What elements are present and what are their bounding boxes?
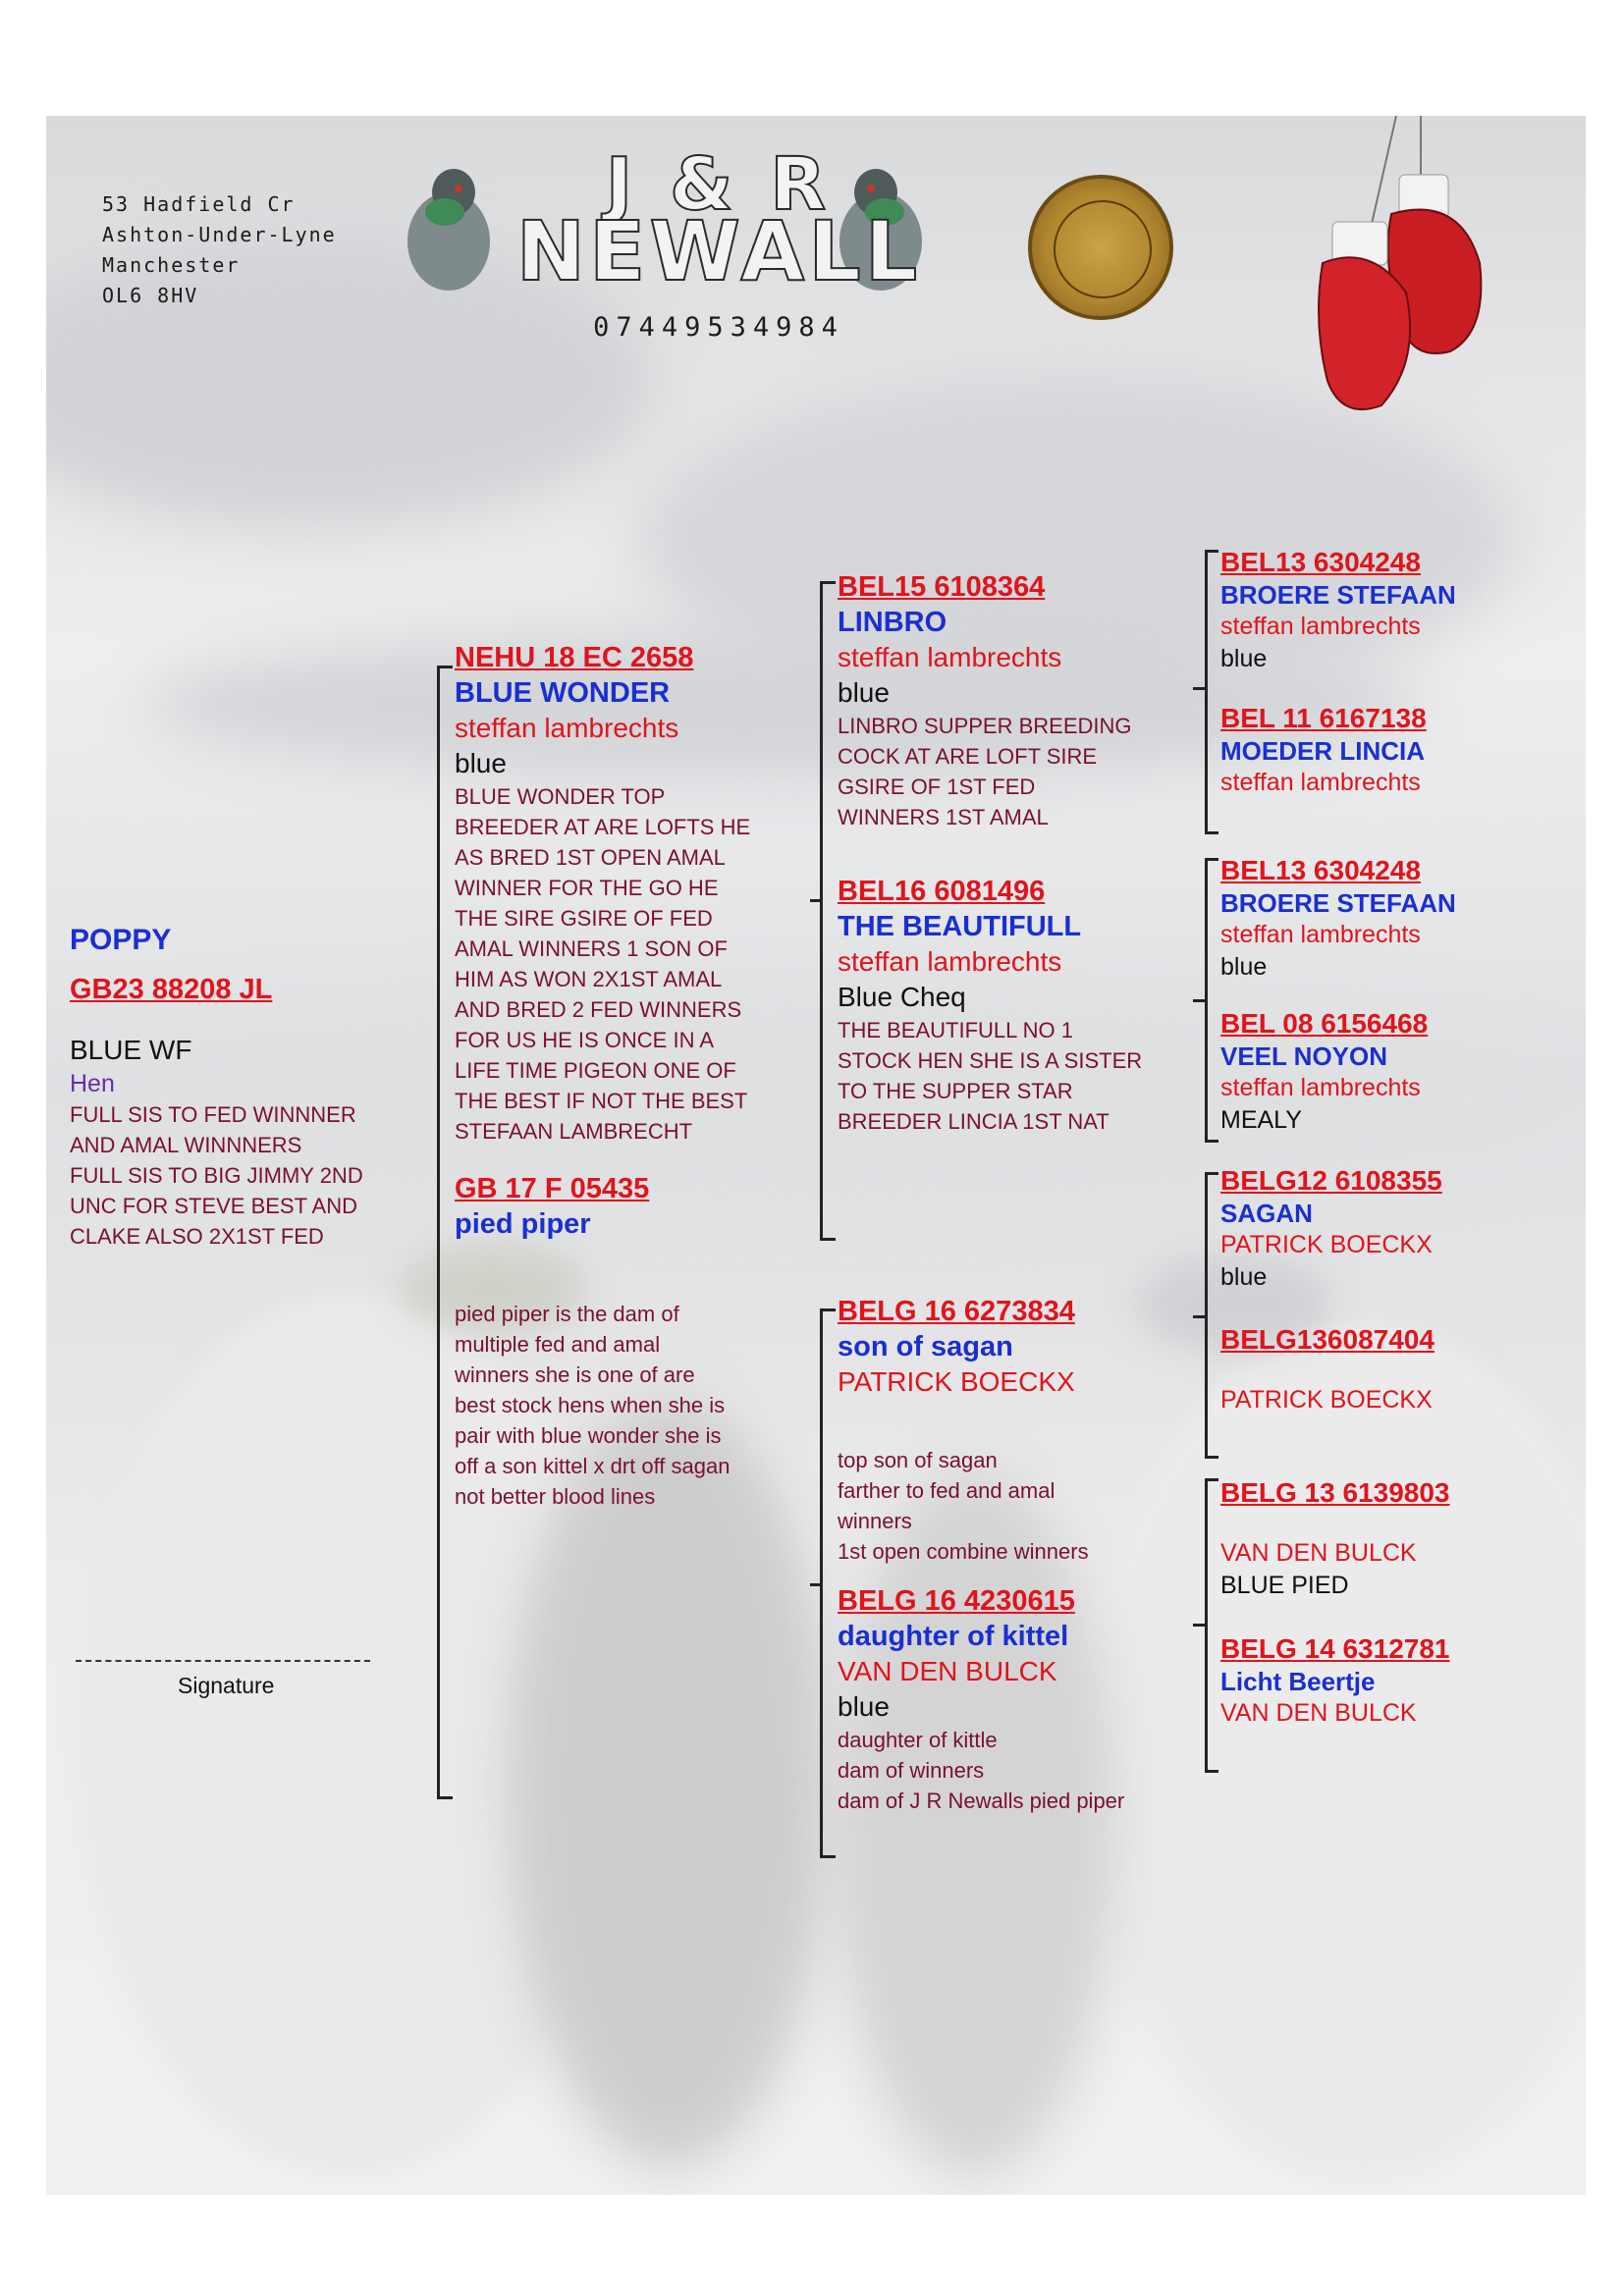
note-line: STEFAAN LAMBRECHT [455, 1119, 693, 1144]
gg-breeder: steffan lambrechts [1220, 613, 1421, 640]
gg-sdd-block [1220, 1007, 1428, 1137]
bracket-line [1205, 1770, 1218, 1773]
bracket-line [437, 1796, 453, 1799]
pedigree-sheet [46, 116, 1586, 2195]
sd-breeder: steffan lambrechts [838, 946, 1062, 977]
sire-name: BLUE WONDER [455, 677, 671, 709]
bracket-line [1205, 858, 1208, 1143]
gg-dss-block [1220, 1164, 1442, 1294]
gg-ring: BEL13 6304248 [1220, 855, 1421, 885]
gg-colour: BLUE PIED [1220, 1572, 1349, 1599]
sire-sire-block [838, 569, 1132, 832]
subject-ring: GB23 88208 JL [70, 974, 273, 1005]
bracket-line [1205, 550, 1208, 834]
bracket-line [1205, 1478, 1218, 1481]
bracket-line [820, 1238, 836, 1241]
note-line: pied piper is the dam of [455, 1302, 679, 1326]
address-line: Ashton-Under-Lyne [102, 223, 337, 246]
ds-breeder: PATRICK BOECKX [838, 1366, 1075, 1397]
bracket-line [820, 1855, 836, 1858]
gg-name: MOEDER LINCIA [1220, 736, 1425, 766]
note-line: 1st open combine winners [838, 1539, 1089, 1564]
bracket-line [1205, 1172, 1218, 1175]
gg-ring: BELG 14 6312781 [1220, 1633, 1450, 1664]
dd-name: daughter of kittel [838, 1621, 1069, 1652]
subject-notes [70, 1099, 363, 1252]
gg-name: VEEL NOYON [1220, 1041, 1388, 1071]
note-line: LIFE TIME PIGEON ONE OF [455, 1058, 736, 1083]
sd-notes [838, 1015, 1142, 1137]
gg-breeder: steffan lambrechts [1220, 1074, 1421, 1101]
bracket-line [437, 666, 440, 1799]
ss-name: LINBRO [838, 607, 947, 638]
gg-ring: BELG136087404 [1220, 1324, 1435, 1355]
bracket-line [810, 899, 822, 902]
note-line: AMAL WINNERS 1 SON OF [455, 936, 728, 961]
note-line: BLUE WONDER TOP [455, 784, 666, 809]
sd-ring: BEL16 6081496 [838, 876, 1046, 907]
sire-notes [455, 781, 750, 1147]
note-line: AS BRED 1ST OPEN AMAL [455, 845, 726, 870]
address-line: 53 Hadfield Cr [102, 192, 296, 216]
note-line: WINNERS 1ST AMAL [838, 805, 1049, 829]
sire-block [455, 640, 750, 1147]
gg-ring: BELG12 6108355 [1220, 1165, 1442, 1196]
dd-notes [838, 1725, 1124, 1816]
note-line: top son of sagan [838, 1448, 998, 1472]
note-line: BREEDER AT ARE LOFTS HE [455, 815, 751, 839]
gg-colour: MEALY [1220, 1106, 1302, 1134]
logo [429, 142, 1008, 299]
note-line: COCK AT ARE LOFT SIRE [838, 744, 1098, 769]
bracket-line [820, 581, 836, 584]
ds-ring: BELG 16 6273834 [838, 1296, 1075, 1327]
note-line: daughter of kittle [838, 1728, 998, 1752]
gg-ring: BELG 13 6139803 [1220, 1477, 1450, 1508]
dam-notes [455, 1299, 730, 1512]
ss-colour: blue [838, 677, 890, 708]
dd-ring: BELG 16 4230615 [838, 1585, 1075, 1617]
sd-colour: Blue Cheq [838, 982, 966, 1012]
sd-name: THE BEAUTIFULL [838, 911, 1082, 942]
gg-name: BROERE STEFAAN [1220, 580, 1456, 610]
gg-name: SAGAN [1220, 1199, 1313, 1228]
gg-dsd-block [1220, 1323, 1435, 1416]
sire-colour: blue [455, 748, 507, 778]
note-line: winners she is one of are [455, 1362, 695, 1387]
note-line: off a son kittel x drt off sagan [455, 1454, 731, 1478]
note-line: LINBRO SUPPER BREEDING [838, 714, 1132, 738]
gg-ring: BEL 11 6167138 [1220, 703, 1427, 733]
man-figure-image [508, 1402, 832, 2167]
note-line: THE BEST IF NOT THE BEST [455, 1089, 748, 1113]
gg-breeder: PATRICK BOECKX [1220, 1386, 1433, 1414]
gg-ddd-block [1220, 1632, 1450, 1730]
bracket-line [1193, 687, 1205, 690]
note-line: not better blood lines [455, 1484, 656, 1509]
bracket-line [1193, 999, 1205, 1002]
note-line: best stock hens when she is [455, 1393, 726, 1417]
gg-ssd-block [1220, 702, 1427, 799]
bracket-line [820, 1308, 836, 1311]
ss-notes [838, 711, 1132, 832]
gg-breeder: PATRICK BOECKX [1220, 1231, 1433, 1258]
bracket-line [820, 581, 823, 1241]
phone-number: 07449534984 [593, 312, 844, 343]
gg-ring: BEL13 6304248 [1220, 547, 1421, 577]
subject-name: POPPY [70, 924, 172, 956]
note-line: GSIRE OF 1ST FED [838, 774, 1036, 799]
boxing-gloves-icon [1313, 116, 1529, 450]
dam-block [455, 1171, 730, 1512]
ss-ring: BEL15 6108364 [838, 571, 1046, 603]
gg-name: Licht Beertje [1220, 1667, 1376, 1696]
note-line: pair with blue wonder she is [455, 1423, 722, 1448]
note-line: farther to fed and amal [838, 1478, 1056, 1503]
note-line: AND BRED 2 FED WINNERS [455, 997, 742, 1022]
gg-name: BROERE STEFAAN [1220, 888, 1456, 918]
address-line: Manchester [102, 253, 241, 277]
dd-breeder: VAN DEN BULCK [838, 1656, 1057, 1686]
bracket-line [1193, 1624, 1205, 1627]
dam-dam-block [838, 1583, 1124, 1816]
bracket-line [1205, 1172, 1208, 1459]
bracket-line [810, 1583, 822, 1586]
royal-pigeon-racing-seal-icon [1028, 175, 1173, 320]
gg-breeder: steffan lambrechts [1220, 769, 1421, 796]
signature-line [76, 1660, 370, 1662]
note-line: HIM AS WON 2X1ST AMAL [455, 967, 723, 991]
dam-ring: GB 17 F 05435 [455, 1173, 650, 1204]
note-line: AND AMAL WINNNERS [70, 1133, 302, 1157]
gg-ring: BEL 08 6156468 [1220, 1008, 1429, 1039]
boy-figure-image [832, 1470, 1116, 2177]
note-line: FULL SIS TO FED WINNNER [70, 1102, 356, 1127]
sire-breeder: steffan lambrechts [455, 713, 679, 743]
dd-colour: blue [838, 1691, 890, 1722]
pigeon-right-image [1087, 1323, 1586, 2187]
dam-sire-block [838, 1294, 1089, 1567]
note-line: BREEDER LINCIA 1ST NAT [838, 1109, 1110, 1134]
bracket-line [1205, 550, 1218, 553]
note-line: CLAKE ALSO 2X1ST FED [70, 1224, 324, 1249]
ds-name: son of sagan [838, 1331, 1013, 1362]
subject-sex: Hen [70, 1070, 115, 1097]
bracket-line [437, 666, 453, 668]
note-line: TO THE SUPPER STAR [838, 1079, 1073, 1103]
note-line: winners [838, 1509, 912, 1533]
subject-colour: BLUE WF [70, 1035, 192, 1065]
gg-colour: blue [1220, 645, 1268, 672]
signature-label: Signature [178, 1673, 275, 1698]
gg-colour: blue [1220, 953, 1268, 981]
gg-dds-block [1220, 1476, 1450, 1602]
bracket-line [1205, 831, 1218, 834]
note-line: UNC FOR STEVE BEST AND [70, 1194, 357, 1218]
note-line: STOCK HEN SHE IS A SISTER [838, 1048, 1143, 1073]
gg-sds-block [1220, 854, 1456, 984]
ds-notes [838, 1445, 1089, 1567]
note-line: FOR US HE IS ONCE IN A [455, 1028, 715, 1052]
gg-breeder: steffan lambrechts [1220, 921, 1421, 948]
gg-breeder: VAN DEN BULCK [1220, 1699, 1417, 1727]
address-line: OL6 8HV [102, 284, 199, 307]
bracket-line [1205, 1140, 1218, 1143]
gg-breeder: VAN DEN BULCK [1220, 1539, 1417, 1567]
note-line: WINNER FOR THE GO HE [455, 876, 719, 900]
bracket-line [1205, 1456, 1218, 1459]
logo-line2: NEWALL [515, 203, 922, 299]
dam-name: pied piper [455, 1208, 591, 1240]
subject-block [70, 921, 363, 1252]
note-line: FULL SIS TO BIG JIMMY 2ND [70, 1163, 363, 1188]
note-line: dam of J R Newalls pied piper [838, 1789, 1125, 1813]
gg-sss-block [1220, 546, 1456, 675]
note-line: dam of winners [838, 1758, 985, 1783]
sire-dam-block [838, 874, 1142, 1137]
address-block [102, 189, 337, 311]
note-line: THE SIRE GSIRE OF FED [455, 906, 713, 931]
bracket-line [1193, 1315, 1205, 1318]
ss-breeder: steffan lambrechts [838, 642, 1062, 672]
bracket-line [1205, 1478, 1208, 1773]
logo-line1: J & R [605, 142, 833, 227]
note-line: multiple fed and amal [455, 1332, 661, 1357]
sire-ring: NEHU 18 EC 2658 [455, 642, 694, 673]
note-line: THE BEAUTIFULL NO 1 [838, 1018, 1074, 1042]
bracket-line [1205, 858, 1218, 861]
gg-colour: blue [1220, 1263, 1268, 1291]
